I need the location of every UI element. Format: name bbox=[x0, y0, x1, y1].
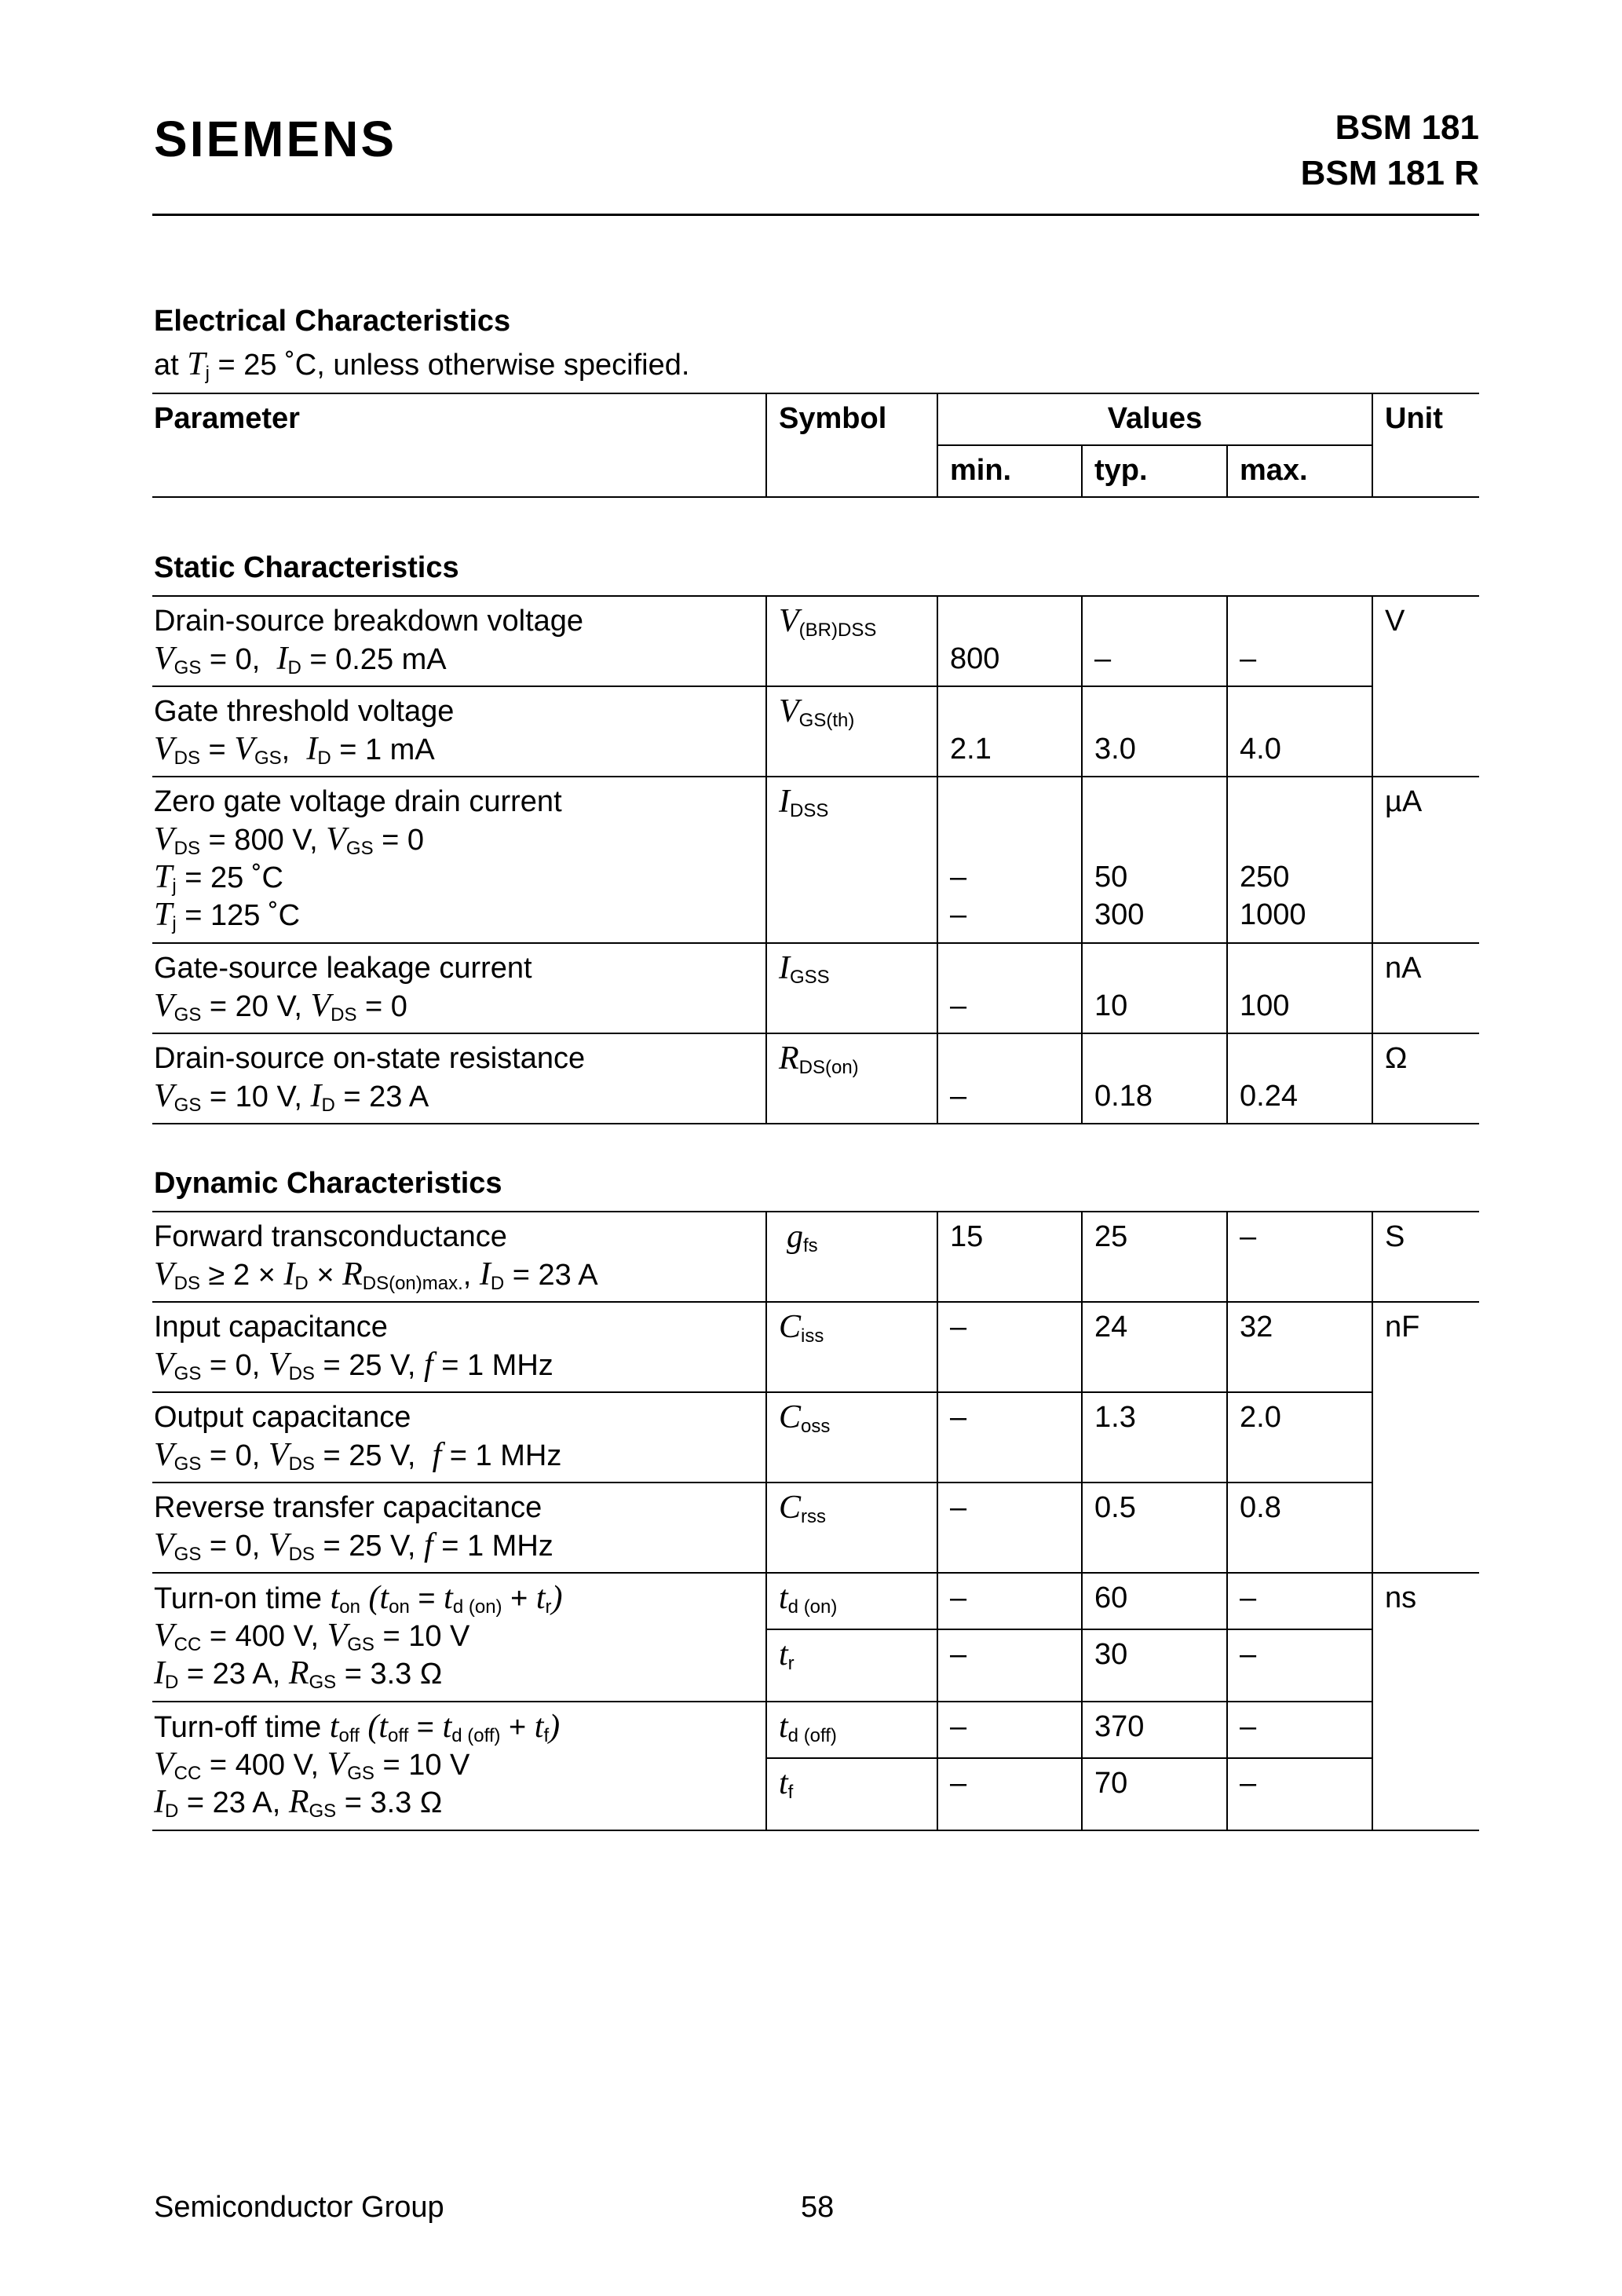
static-row-5-min: – bbox=[950, 1080, 967, 1113]
static-row-3b-max: 1000 bbox=[1240, 898, 1306, 931]
dynamic-row-5-cond-2: $I_D = 23$ A, $R_{GS} = 3.3$ Ω bbox=[154, 1655, 443, 1693]
header-min: min. bbox=[950, 454, 1012, 487]
dynamic-row-6a-symbol: $t_{d (off)}$ bbox=[779, 1709, 837, 1746]
static-row-3a-max: 250 bbox=[1240, 861, 1290, 894]
dynamic-row-5-name: Turn-on time $t_{on}$ $(t_{on} = t_{d (on)} + t_r)$ bbox=[154, 1580, 563, 1618]
static-row-3-name: Zero gate voltage drain current bbox=[154, 785, 562, 818]
static-row-3a-min: – bbox=[950, 861, 967, 894]
dynamic-row-6b-symbol: $t_f$ bbox=[779, 1765, 794, 1803]
static-row-1-name: Drain-source breakdown voltage bbox=[154, 605, 584, 638]
dynamic-row-3-symbol: $C_{oss}$ bbox=[779, 1399, 831, 1437]
dynamic-row-6-cond: $V_{CC} = 400$ V, $V_{GS} = 10$ V bbox=[154, 1746, 470, 1784]
dynamic-title: Dynamic Characteristics bbox=[154, 1167, 502, 1200]
static-row-1-min: 800 bbox=[950, 642, 1000, 675]
dynamic-row-2-cond: $V_{GS} = 0$, $V_{DS} = 25$ V, f = 1 MHz bbox=[154, 1347, 553, 1384]
static-row-3-cond-2: $T_j = 25$ ˚C bbox=[154, 859, 283, 897]
static-row-3-symbol: $I_{DSS}$ bbox=[779, 784, 829, 821]
static-row-5-cond: $V_{GS} = 10$ V, $I_D = 23$ A bbox=[154, 1078, 429, 1116]
section-condition: at $T_j = 25$ ˚C, unless otherwise specified. bbox=[154, 346, 690, 384]
static-row-5-unit: Ω bbox=[1385, 1042, 1408, 1075]
dynamic-row-3-name: Output capacitance bbox=[154, 1401, 411, 1434]
static-row-1-cond: $V_{GS} = 0$, $I_D = 0.25$ mA bbox=[154, 641, 447, 678]
static-row-1-symbol: $V_{(BR)DSS}$ bbox=[779, 603, 877, 641]
static-row-4-min: – bbox=[950, 989, 967, 1022]
static-row-2-max: 4.0 bbox=[1240, 733, 1281, 766]
dynamic-row-6-name: Turn-off time $t_{off}$ $(t_{off} = t_{d (off)} + t_f)$ bbox=[154, 1709, 561, 1746]
static-row-1-typ: – bbox=[1094, 642, 1112, 675]
header-symbol: Symbol bbox=[779, 402, 887, 435]
static-row-4-cond: $V_{GS} = 20$ V, $V_{DS} = 0$ bbox=[154, 988, 407, 1026]
dynamic-row-6b-max: – bbox=[1240, 1767, 1257, 1800]
header-max: max. bbox=[1240, 454, 1308, 487]
static-row-2-name: Gate threshold voltage bbox=[154, 695, 455, 728]
section-title: Electrical Characteristics bbox=[154, 305, 511, 338]
static-row-5-symbol: $R_{DS(on)}$ bbox=[779, 1040, 859, 1078]
static-row-4-unit: nA bbox=[1385, 952, 1422, 985]
static-row-3-cond-3: $T_j = 125$ ˚C bbox=[154, 897, 301, 934]
static-row-2-symbol: $V_{GS(th)}$ bbox=[779, 693, 855, 731]
header-parameter: Parameter bbox=[154, 402, 300, 435]
header-unit: Unit bbox=[1385, 402, 1443, 435]
dynamic-row-6-cond-2: $I_D = 23$ A, $R_{GS} = 3.3$ Ω bbox=[154, 1784, 443, 1822]
dynamic-row-5b-symbol: $t_r$ bbox=[779, 1636, 795, 1674]
dynamic-row-4-symbol: $C_{rss}$ bbox=[779, 1490, 827, 1527]
dynamic-row-3-typ: 1.3 bbox=[1094, 1401, 1136, 1434]
static-row-3b-min: – bbox=[950, 898, 967, 931]
static-row-4-typ: 10 bbox=[1094, 989, 1128, 1022]
static-title: Static Characteristics bbox=[154, 551, 459, 584]
static-row-1-max: – bbox=[1240, 642, 1257, 675]
dynamic-row-6b-min: – bbox=[950, 1767, 967, 1800]
dynamic-row-5b-min: – bbox=[950, 1638, 967, 1671]
dynamic-row-2-name: Input capacitance bbox=[154, 1311, 388, 1344]
page-number: 58 bbox=[801, 2191, 835, 2224]
dynamic-row-1-name: Forward transconductance bbox=[154, 1220, 507, 1253]
static-row-5-name: Drain-source on-state resistance bbox=[154, 1042, 586, 1075]
static-row-5-typ: 0.18 bbox=[1094, 1080, 1153, 1113]
header-typ: typ. bbox=[1094, 454, 1148, 487]
static-row-3-cond: $V_{DS} = 800$ V, $V_{GS} = 0$ bbox=[154, 821, 425, 859]
static-row-1-unit: V bbox=[1385, 605, 1405, 638]
dynamic-row-6a-typ: 370 bbox=[1094, 1710, 1145, 1743]
dynamic-row-2-max: 32 bbox=[1240, 1311, 1273, 1344]
static-row-3-unit: µA bbox=[1385, 785, 1423, 818]
dynamic-row-5a-max: – bbox=[1240, 1581, 1257, 1614]
dynamic-row-5a-min: – bbox=[950, 1581, 967, 1614]
dynamic-row-4-typ: 0.5 bbox=[1094, 1491, 1136, 1524]
static-row-2-typ: 3.0 bbox=[1094, 733, 1136, 766]
dynamic-row-5a-symbol: $t_{d (on)}$ bbox=[779, 1580, 838, 1618]
dynamic-row-5-unit: ns bbox=[1385, 1581, 1417, 1614]
static-row-2-cond: $V_{DS} = V_{GS}$, $I_D = 1$ mA bbox=[154, 731, 435, 769]
dynamic-row-1-min: 15 bbox=[950, 1220, 984, 1253]
dynamic-row-1-cond: $V_{DS} \ge 2 \times I_D \times R_{DS(on)max.}$, $I_D = 23$ A bbox=[154, 1256, 598, 1294]
header-values: Values bbox=[1107, 402, 1203, 435]
dynamic-row-3-max: 2.0 bbox=[1240, 1401, 1281, 1434]
static-row-3b-typ: 300 bbox=[1094, 898, 1145, 931]
dynamic-row-3-min: – bbox=[950, 1401, 967, 1434]
dynamic-row-1-symbol: $g_{fs}$ bbox=[787, 1219, 818, 1256]
dynamic-row-1-unit: S bbox=[1385, 1220, 1405, 1253]
dynamic-row-4-max: 0.8 bbox=[1240, 1491, 1281, 1524]
dynamic-row-1-max: – bbox=[1240, 1220, 1257, 1253]
dynamic-row-4-cond: $V_{GS} = 0$, $V_{DS} = 25$ V, f = 1 MHz bbox=[154, 1527, 553, 1565]
static-row-4-max: 100 bbox=[1240, 989, 1290, 1022]
part-number-1: BSM 181 bbox=[1335, 108, 1479, 147]
footer-left: Semiconductor Group bbox=[154, 2191, 444, 2224]
part-number-2: BSM 181 R bbox=[1300, 154, 1479, 192]
dynamic-row-5-cond: $V_{CC} = 400$ V, $V_{GS} = 10$ V bbox=[154, 1618, 470, 1655]
dynamic-row-6a-min: – bbox=[950, 1710, 967, 1743]
dynamic-row-4-min: – bbox=[950, 1491, 967, 1524]
siemens-logo: SIEMENS bbox=[154, 111, 397, 167]
dynamic-row-5a-typ: 60 bbox=[1094, 1581, 1128, 1614]
dynamic-row-2-unit: nF bbox=[1385, 1311, 1420, 1344]
dynamic-row-5b-max: – bbox=[1240, 1638, 1257, 1671]
dynamic-row-5b-typ: 30 bbox=[1094, 1638, 1128, 1671]
dynamic-row-6a-max: – bbox=[1240, 1710, 1257, 1743]
static-row-2-min: 2.1 bbox=[950, 733, 992, 766]
static-row-5-max: 0.24 bbox=[1240, 1080, 1298, 1113]
dynamic-row-1-typ: 25 bbox=[1094, 1220, 1128, 1253]
static-row-4-name: Gate-source leakage current bbox=[154, 952, 532, 985]
dynamic-row-2-typ: 24 bbox=[1094, 1311, 1128, 1344]
dynamic-row-2-min: – bbox=[950, 1311, 967, 1344]
dynamic-row-6b-typ: 70 bbox=[1094, 1767, 1128, 1800]
static-row-4-symbol: $I_{GSS}$ bbox=[779, 950, 830, 988]
dynamic-row-3-cond: $V_{GS} = 0$, $V_{DS} = 25$ V, f = 1 MHz bbox=[154, 1437, 562, 1475]
dynamic-row-4-name: Reverse transfer capacitance bbox=[154, 1491, 542, 1524]
dynamic-row-2-symbol: $C_{iss}$ bbox=[779, 1309, 824, 1347]
static-row-3a-typ: 50 bbox=[1094, 861, 1128, 894]
header-rule bbox=[152, 214, 1479, 216]
